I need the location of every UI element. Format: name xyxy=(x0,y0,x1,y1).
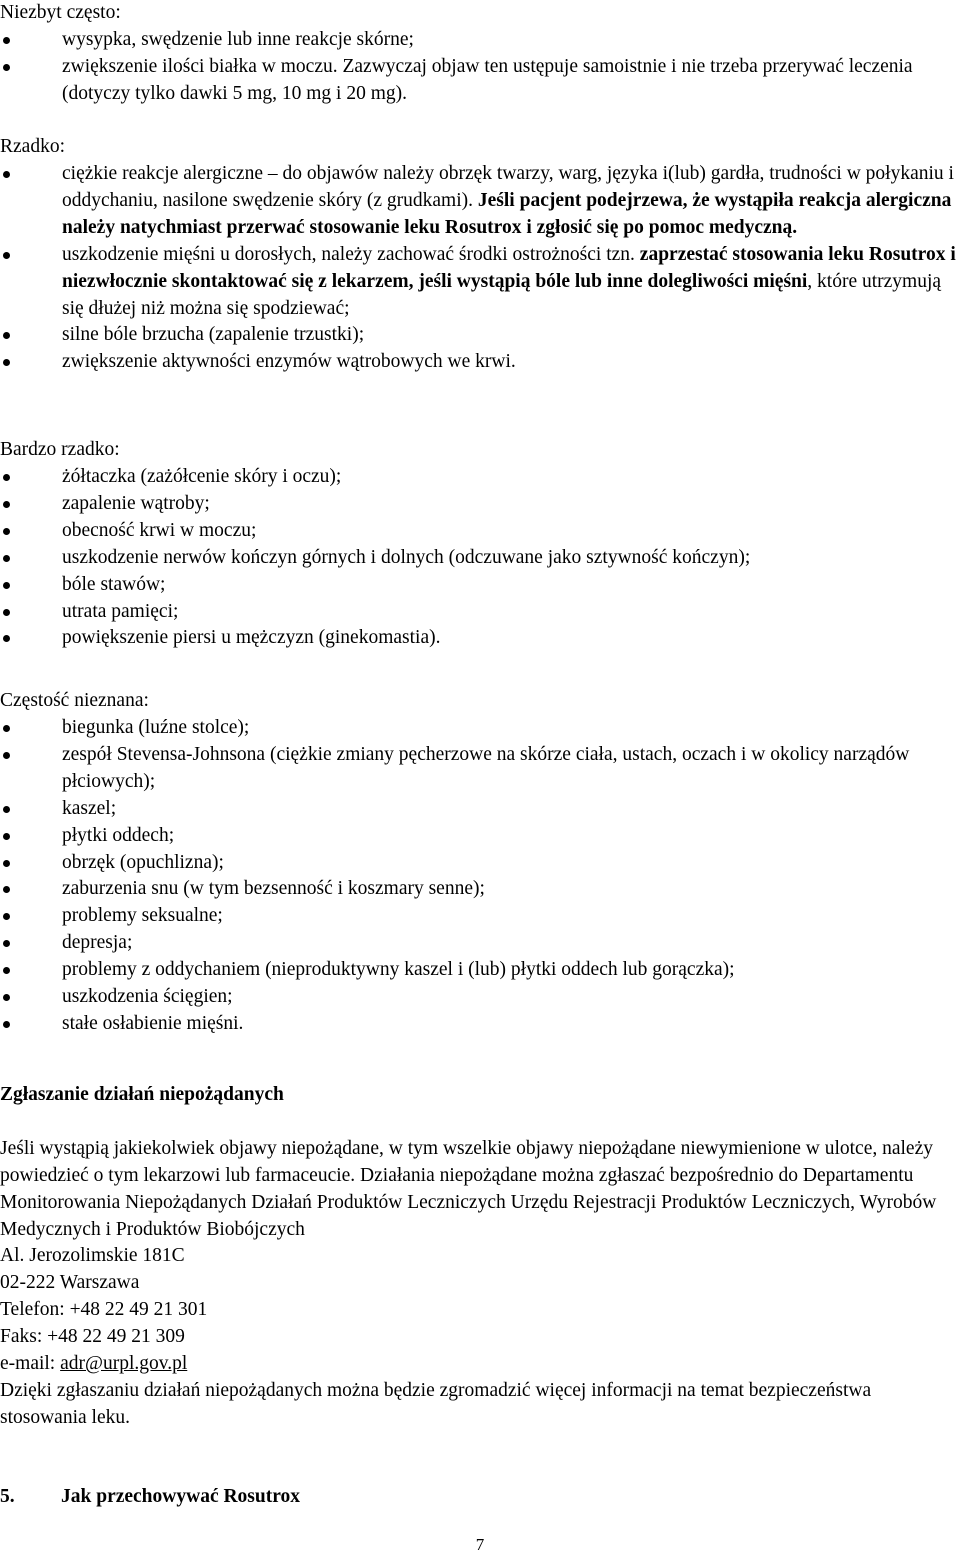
list-item: obrzęk (opuchlizna); xyxy=(0,850,960,877)
address-line: Al. Jerozolimskie 181C xyxy=(0,1245,185,1266)
page-number: 7 xyxy=(475,1535,485,1554)
phone-number: Telefon: +48 22 49 21 301 xyxy=(0,1299,208,1320)
list-item: bóle stawów; xyxy=(0,572,960,599)
list-item-text: , które utrzymują się dłużej niż można się spodziewać; xyxy=(62,270,942,319)
list-item xyxy=(0,161,960,242)
list-item: uszkodzenie nerwów kończyn górnych i dolnych (odczuwane jako sztywność kończyn); xyxy=(0,545,960,572)
list-item: kaszel; xyxy=(0,796,960,823)
list-item: zaburzenia snu (w tym bezsenność i koszmary senne); xyxy=(0,876,960,903)
list-item-text: ciężkie reakcje alergiczne – do objawów należy obrzęk twarzy, warg, języka i(lub) gardła, trudności w połykaniu i oddychaniu, nasilone swędzenie skóry (z grudkami). xyxy=(62,163,954,211)
list-item: stałe osłabienie mięśni. xyxy=(0,1011,960,1038)
uncommon-list xyxy=(0,27,960,108)
rare-list xyxy=(0,161,960,376)
list-item: uszkodzenia ścięgien; xyxy=(0,984,960,1011)
list-item: problemy seksualne; xyxy=(0,903,960,930)
list-item: powiększenie piersi u mężczyzn (ginekomastia). xyxy=(0,625,960,652)
list-item: zapalenie wątroby; xyxy=(0,491,960,518)
list-item: biegunka (luźne stolce); xyxy=(0,715,960,742)
email-link[interactable]: adr@urpl.gov.pl xyxy=(60,1353,188,1374)
list-item-emphasis: Jeśli pacjent podejrzewa, że wystąpiła reakcja alergiczna należy natychmiast przerwać stosowanie leku Rosutrox i zgłosić się po pomoc medyczną. xyxy=(62,189,952,238)
list-item: silne bóle brzucha (zapalenie trzustki); xyxy=(0,322,960,349)
list-item-emphasis: zaprzestać stosowania leku Rosutrox i niezwłocznie skontaktować się z lekarzem, jeśli wystąpią bóle lub inne dolegliwości mięśni xyxy=(62,243,956,292)
reporting-heading: Zgłaszanie działań niepożądanych xyxy=(0,1084,284,1105)
list-item: zwiększenie aktywności enzymów wątrobowych we krwi. xyxy=(0,349,960,376)
section-heading: Jak przechowywać Rosutrox xyxy=(61,1486,301,1507)
email-line xyxy=(0,1351,958,1378)
very-rare-list xyxy=(0,464,960,652)
list-item: zwiększenie ilości białka w moczu. Zazwyczaj objaw ten ustępuje samoistnie i nie trzeba przerywać leczenia (dotyczy tylko dawki 5 mg, 10 mg i 20 mg). xyxy=(0,54,960,108)
list-item: płytki oddech; xyxy=(0,823,960,850)
list-item: obecność krwi w moczu; xyxy=(0,518,960,545)
list-item: utrata pamięci; xyxy=(0,599,960,626)
list-item: depresja; xyxy=(0,930,960,957)
list-item: zespół Stevensa-Johnsona (ciężkie zmiany pęcherzowe na skórze ciała, ustach, oczach i w okolicy narządów płciowych); xyxy=(0,742,960,796)
list-item-text: uszkodzenie mięśni u dorosłych, należy zachować środki ostrożności tzn. xyxy=(62,243,640,265)
section-title-rare: Rzadko: xyxy=(0,136,65,157)
list-item: wysypka, swędzenie lub inne reakcje skórne; xyxy=(0,27,960,54)
section-title-unknown: Częstość nieznana: xyxy=(0,690,149,711)
list-item xyxy=(0,242,960,323)
address-line: 02-222 Warszawa xyxy=(0,1272,140,1293)
section-title-very-rare: Bardzo rzadko: xyxy=(0,439,120,460)
reporting-intro: Jeśli wystąpią jakiekolwiek objawy niepożądane, w tym wszelkie objawy niepożądane niewymienione w ulotce, należy powiedzieć o tym lekarzowi lub farmaceucie. Działania niepożądane można zgłaszać bezpośrednio do Departamentu Monitorowania Niepożądanych Działań Produktów Leczniczych Urzędu Rejestracji Produktów Leczniczych, Wyrobów Medycznych i Produktów Biobójczych xyxy=(0,1138,937,1240)
section-number: 5. xyxy=(0,1486,15,1507)
unknown-frequency-list xyxy=(0,715,960,1038)
reporting-closing: Dzięki zgłaszaniu działań niepożądanych można będzie zgromadzić więcej informacji na temat bezpieczeństwa stosowania leku. xyxy=(0,1380,872,1428)
fax-number: Faks: +48 22 49 21 309 xyxy=(0,1326,185,1347)
list-item: problemy z oddychaniem (nieproduktywny kaszel i (lub) płytki oddech lub gorączka); xyxy=(0,957,960,984)
email-label: e-mail: xyxy=(0,1353,61,1374)
section-title-uncommon: Niezbyt często: xyxy=(0,2,121,23)
list-item: żółtaczka (zażółcenie skóry i oczu); xyxy=(0,464,960,491)
